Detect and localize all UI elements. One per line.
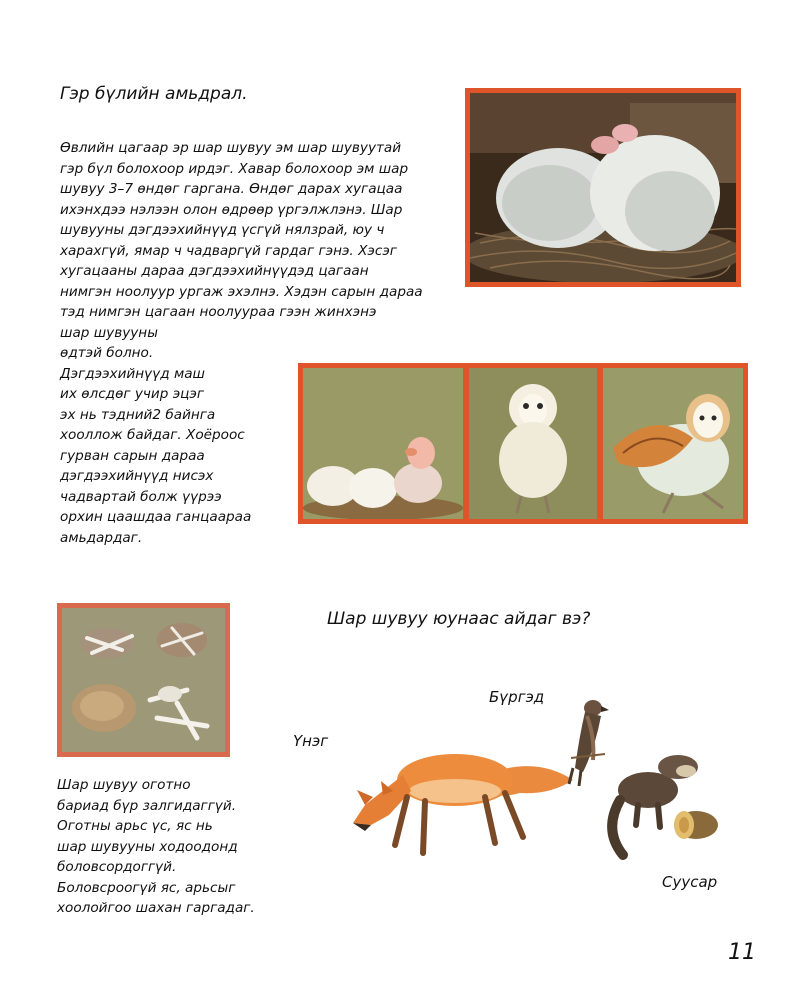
owl-pellet-paragraph-line: боловсордоггүй.: [57, 859, 177, 875]
family-life-paragraph-line: шар шувууны: [60, 324, 158, 341]
family-life-paragraph-line: нимгэн ноолуур ургаж эхэлнэ. Хэдэн сарын дараа: [60, 283, 423, 300]
owl-pellet-paragraph-line: хоолойгоо шахан гаргадаг.: [57, 900, 255, 916]
eagle-label: Бүргэд: [489, 688, 545, 706]
family-life-paragraph-line: хугацааны дараа дэгдээхийнүүдэд цагаан: [60, 263, 369, 279]
page-number: 11: [728, 940, 756, 965]
family-life-paragraph-line: гэр бүл болохоор ирдэг. Хавар болохоор эм шар: [60, 160, 409, 177]
predators-question-heading: Шар шувуу юунаас айдаг вэ?: [327, 609, 591, 629]
family-life-paragraph-line: Өвлийн цагаар эр шар шувуу эм шар шувуутай: [60, 140, 402, 156]
owl-chicks-photo: [465, 88, 741, 287]
owl-pellet-paragraph-line: шар шувууны ходоодонд: [57, 838, 238, 855]
family-life-paragraph-line: өдтэй болно.: [60, 345, 154, 361]
family-life-paragraph-line: орхин цаашдаа ганцаараа: [60, 509, 252, 525]
family-life-paragraph-line: Дэгдээхийнүүд маш: [60, 365, 205, 382]
owl-pellet-paragraph: [57, 775, 255, 919]
marten-illustration: [598, 745, 720, 860]
family-life-paragraph-line: ихэнхдээ нэлээн олон өдрөөр үргэлжлэнэ. Шар: [60, 201, 403, 218]
family-life-paragraph-line: шувууны дэгдээхийнүүд үсгүй нялзрай, юу ч: [60, 222, 385, 238]
owl-pellet-paragraph-line: бариад бүр залгидаггүй.: [57, 797, 237, 814]
fox-label: Үнэг: [293, 732, 329, 750]
section-heading: Гэр бүлийн амьдрал.: [60, 84, 248, 104]
family-life-paragraph-line: хооллож байдаг. Хоёроос: [60, 427, 245, 443]
family-life-paragraph-line: дэгдээхийнүүд нисэх: [60, 468, 214, 484]
fox-illustration: [345, 735, 575, 865]
family-life-paragraph-line: их өлсдөг учир эцэг: [60, 386, 205, 402]
family-life-paragraph-line: эх нь тэдний2 байнга: [60, 406, 216, 423]
owl-pellet-paragraph-line: Шар шувуу оготно: [57, 777, 191, 793]
family-life-paragraph-line: харахгүй, ямар ч чадваргүй гардаг гэнэ. Хэсэг: [60, 242, 397, 259]
family-life-paragraph-line: тэд нимгэн цагаан ноолуураа гээн жинхэнэ: [60, 304, 377, 320]
owl-pellet-illustration: [57, 603, 230, 757]
family-life-paragraph-line: гурван сарын дараа: [60, 447, 205, 464]
family-life-paragraph-line: шувуу 3–7 өндөг гаргана. Өндөг дарах хугацаа: [60, 181, 403, 197]
family-life-paragraph-line: амьдардаг.: [60, 529, 143, 546]
family-life-paragraph-line: чадвартай болж үүрээ: [60, 488, 222, 505]
owl-pellet-paragraph-line: Боловсроогүй яс, арьсыг: [57, 879, 236, 896]
owl-growth-stages: [298, 363, 748, 524]
owl-pellet-paragraph-line: Оготны арьс үс, яс нь: [57, 818, 213, 834]
marten-label: Суусар: [662, 873, 718, 891]
